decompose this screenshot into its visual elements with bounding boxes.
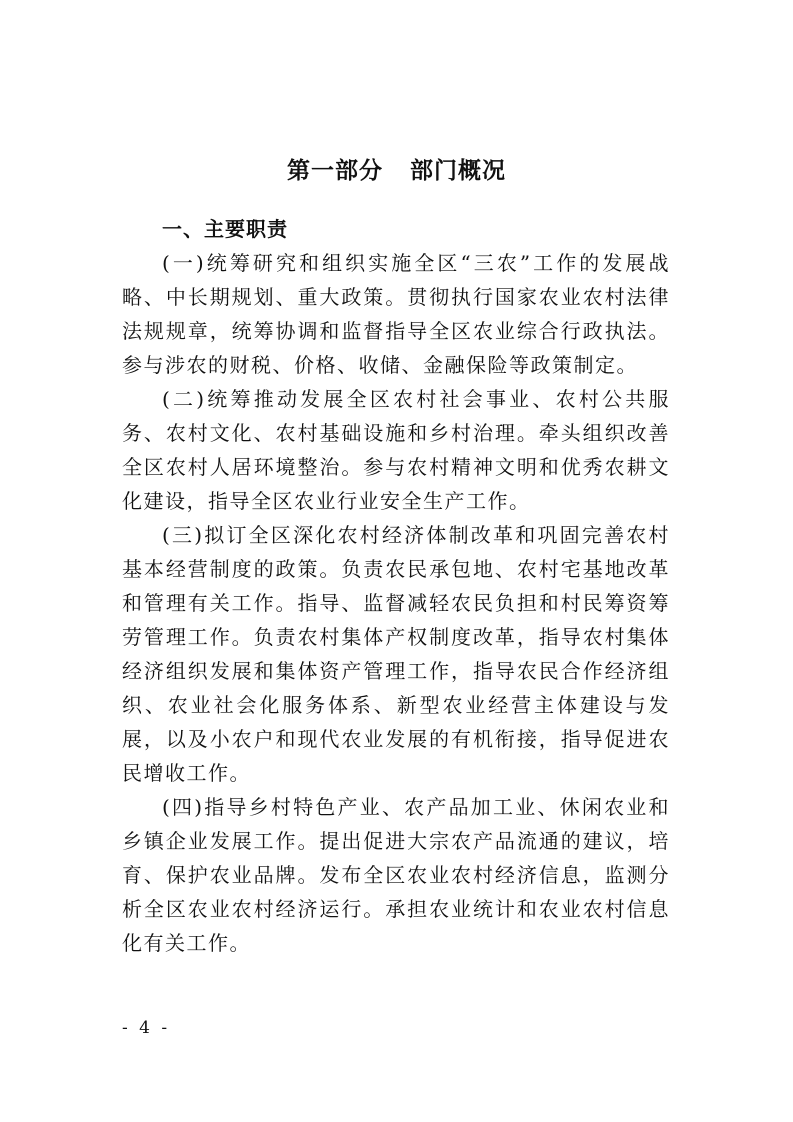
paragraph-3: (三)拟订全区深化农村经济体制改革和巩固完善农村基本经营制度的政策。负责农民承包地、农村宅基地改革和管理有关工作。指导、监督减轻农民负担和村民筹资筹劳管理工作。负责农村集体产权制度改革，指导农村集体经济组织发展和集体资产管理工作，指导农民合作经济组织、农业社会化服务体系、新型农业经营主体建设与发展，以及小农户和现代农业发展的有机衔接，指导促进农民增收工作。: [122, 523, 670, 785]
paragraph-1: (一)统筹研究和组织实施全区“三农”工作的发展战略、中长期规划、重大政策。贯彻执行国家农业农村法律法规规章，统筹协调和监督指导全区农业综合行政执法。参与涉农的财税、价格、收储、金融保险等政策制定。: [122, 251, 670, 377]
document-body: [122, 212, 670, 960]
section-heading: 一、主要职责: [162, 217, 288, 241]
page-number: - 4 -: [122, 1018, 171, 1038]
page-title: 第一部分 部门概况: [286, 158, 506, 185]
paragraph-2: (二)统筹推动发展全区农村社会事业、农村公共服务、农村文化、农村基础设施和乡村治理。牵头组织改善全区农村人居环境整治。参与农村精神文明和优秀农耕文化建设，指导全区农业行业安全生产工作。: [122, 387, 670, 513]
paragraph-4: (四)指导乡村特色产业、农产品加工业、休闲农业和乡镇企业发展工作。提出促进大宗农产品流通的建议，培育、保护农业品牌。发布全区农业农村经济信息，监测分析全区农业农村经济运行。承担农业统计和农业农村信息化有关工作。: [122, 795, 670, 955]
